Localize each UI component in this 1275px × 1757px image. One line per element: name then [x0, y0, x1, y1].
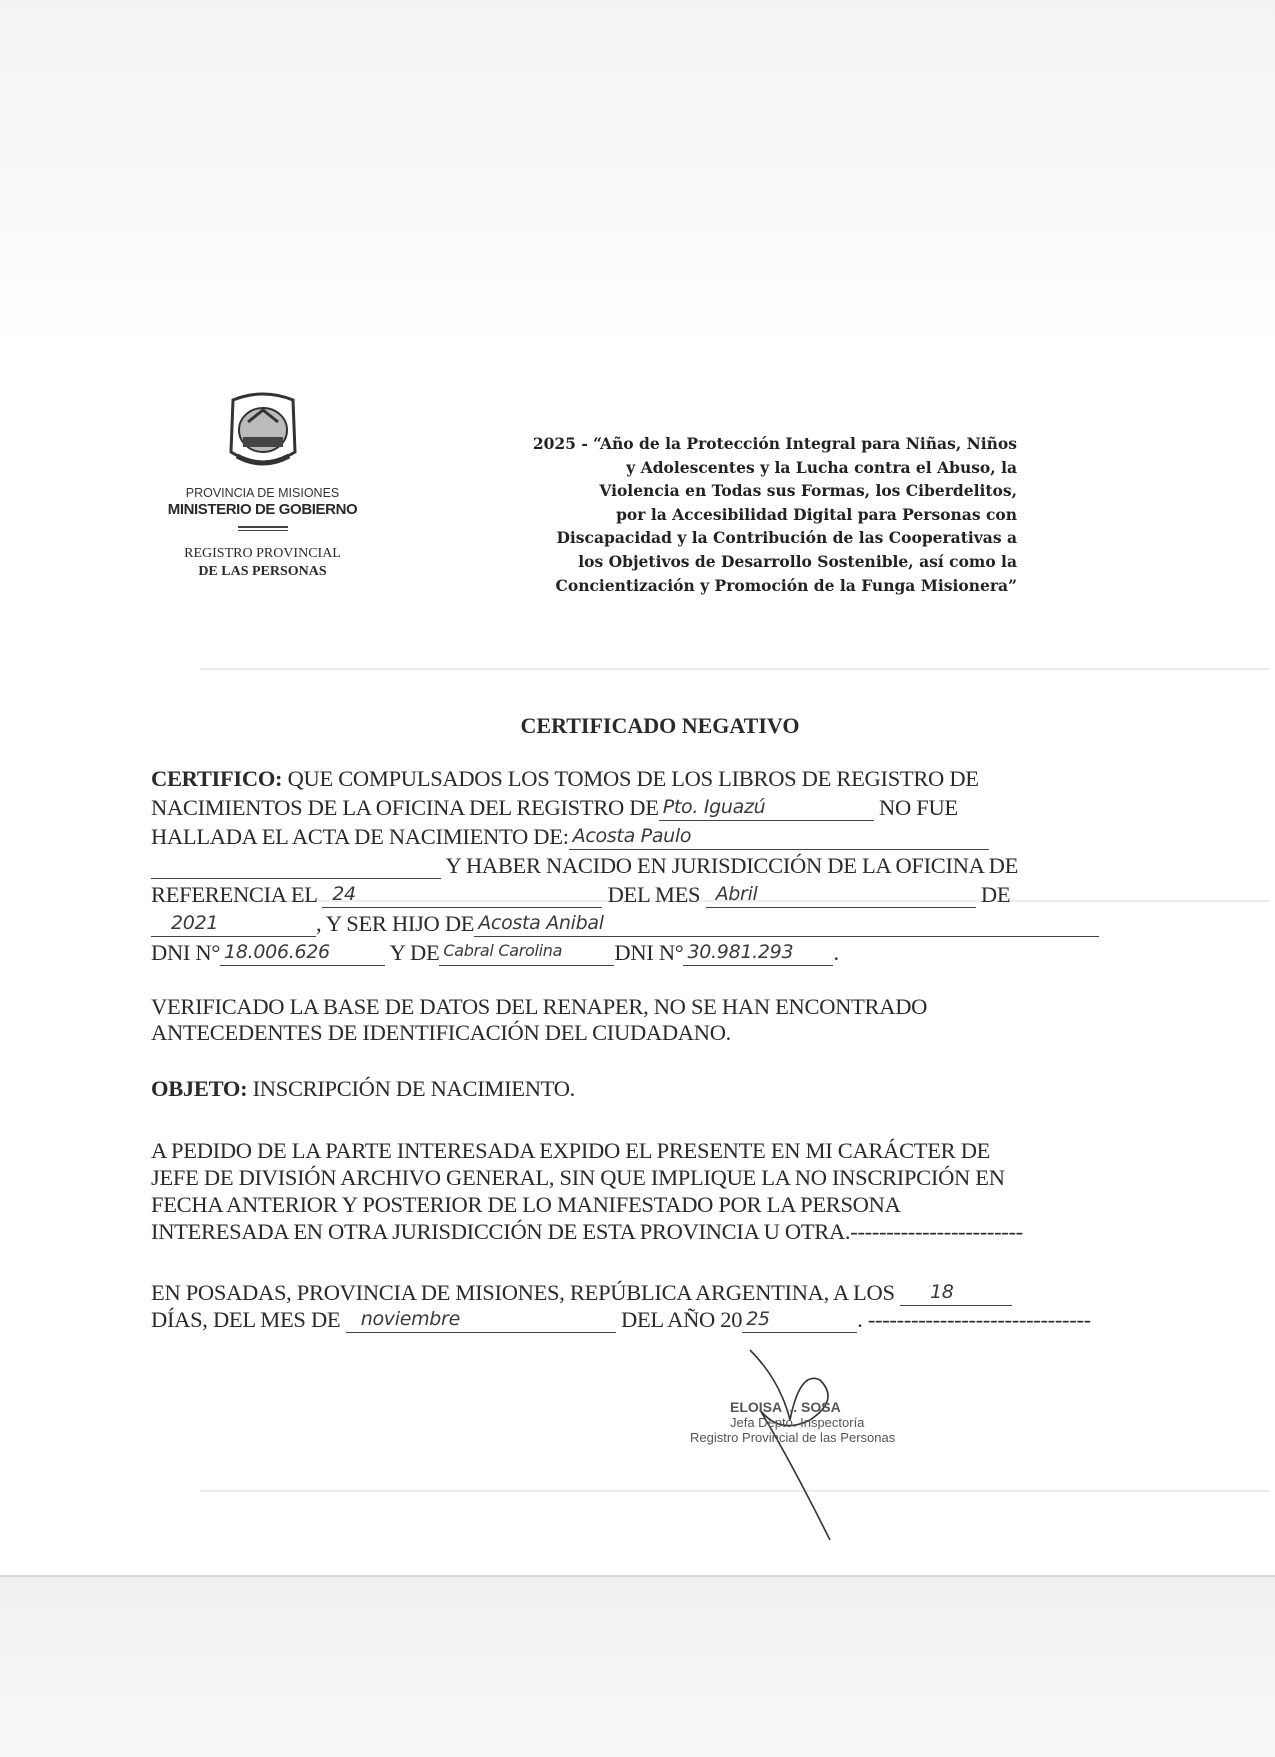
registry-line2: DE LAS PERSONAS: [198, 564, 327, 579]
body-text: DNI N°: [151, 940, 221, 965]
body-line: [151, 911, 1099, 937]
scan-shadow-top: [0, 0, 1275, 350]
body-text: Y DE: [389, 940, 440, 965]
registry-office-field: Pto. Iguazú: [659, 796, 874, 821]
stamp-role: Jefa Depto. Inspectoría: [730, 1415, 865, 1430]
bleed-through-line: [200, 668, 1270, 670]
motto-line: Concientización y Promoción de la Funga Misionera”: [555, 575, 1017, 595]
body-line: JEFE DE DIVISIÓN ARCHIVO GENERAL, SIN QUE IMPLIQUE LA NO INSCRIPCIÓN EN: [151, 1165, 1005, 1190]
registry-line1: REGISTRO PROVINCIAL: [184, 546, 341, 561]
stamp-name: ELOISA ... SOSA: [730, 1399, 841, 1415]
document-title: CERTIFICADO NEGATIVO: [520, 713, 800, 738]
motto-line: y Adolescentes y la Lucha contra el Abuso, la: [626, 457, 1017, 477]
body-text: DEL AÑO 20: [621, 1307, 743, 1332]
body-text: . -------------------------------: [857, 1307, 1091, 1332]
child-name-field: Acosta Paulo: [569, 825, 989, 850]
certifico-label: CERTIFICO:: [151, 766, 283, 791]
motto-line: 2025 - “Año de la Protección Integral para Niñas, Niños: [532, 434, 1017, 453]
mother-name-field: Cabral Carolina: [439, 941, 614, 966]
birth-day-field: 24: [322, 883, 602, 908]
body-text: HALLADA EL ACTA DE NACIMIENTO DE:: [151, 824, 569, 849]
body-text: , Y SER HIJO DE: [316, 911, 475, 936]
body-text: NO FUE: [879, 795, 958, 820]
scan-shadow-bottom: [0, 1575, 1275, 1757]
body-line: [151, 795, 958, 821]
father-dni-field: 18.006.626: [220, 941, 385, 966]
body-text: QUE COMPULSADOS LOS TOMOS DE LOS LIBROS DE REGISTRO DE: [287, 766, 979, 791]
body-line: [151, 766, 979, 792]
body-line: [151, 853, 1018, 879]
motto-line: por la Accesibilidad Digital para Personas con: [616, 504, 1017, 524]
objeto-label: OBJETO:: [151, 1076, 248, 1101]
mother-dni-field: 30.981.293: [683, 941, 833, 966]
header-rule: [238, 526, 288, 531]
body-line: [151, 882, 1010, 908]
body-text: NACIMIENTOS DE LA OFICINA DEL REGISTRO DE: [151, 795, 659, 820]
objeto-line: [151, 1076, 575, 1102]
issue-month-field: noviembre: [346, 1308, 616, 1333]
blank-field: [151, 854, 441, 879]
motto-line: los Objetivos de Desarrollo Sostenible, así como la: [578, 551, 1017, 571]
body-line: [151, 1280, 1012, 1306]
body-line: [151, 824, 989, 850]
body-line: VERIFICADO LA BASE DE DATOS DEL RENAPER, NO SE HAN ENCONTRADO: [151, 994, 928, 1019]
body-line: A PEDIDO DE LA PARTE INTERESADA EXPIDO EL PRESENTE EN MI CARÁCTER DE: [151, 1138, 991, 1163]
body-text: .: [833, 940, 839, 965]
body-line: [151, 940, 839, 966]
body-text: DÍAS, DEL MES DE: [151, 1307, 341, 1332]
org-province: PROVINCIA DE MISIONES: [185, 486, 340, 500]
birth-month-field: Abril: [706, 883, 976, 908]
org-ministry: MINISTERIO DE GOBIERNO: [167, 501, 358, 518]
body-line: INTERESADA EN OTRA JURISDICCIÓN DE ESTA PROVINCIA U OTRA.------------------------: [151, 1219, 1023, 1244]
stamp-office: Registro Provincial de las Personas: [690, 1430, 896, 1445]
body-line: ANTECEDENTES DE IDENTIFICACIÓN DEL CIUDADANO.: [151, 1020, 731, 1045]
body-text: INSCRIPCIÓN DE NACIMIENTO.: [252, 1076, 576, 1101]
father-name-field: Acosta Anibal: [474, 912, 1099, 937]
issue-year-field: 25: [742, 1308, 857, 1333]
body-text: REFERENCIA EL: [151, 882, 317, 907]
year-motto: [377, 432, 1017, 597]
birth-year-field: 2021: [151, 912, 316, 937]
motto-line: Discapacidad y la Contribución de las Cooperativas a: [556, 528, 1017, 548]
motto-line: Violencia en Todas sus Formas, los Ciberdelitos,: [599, 481, 1017, 501]
body-line: FECHA ANTERIOR Y POSTERIOR DE LO MANIFESTADO POR LA PERSONA: [151, 1192, 901, 1217]
province-seal-logo: [213, 392, 313, 472]
issue-day-field: 18: [900, 1281, 1012, 1306]
body-text: Y HABER NACIDO EN JURISDICCIÓN DE LA OFICINA DE: [445, 853, 1019, 878]
body-text: DE: [980, 882, 1011, 907]
body-line: [151, 1307, 1091, 1333]
body-text: DNI N°: [614, 940, 684, 965]
official-stamp: [690, 1400, 895, 1445]
body-text: DEL MES: [607, 882, 701, 907]
body-text: EN POSADAS, PROVINCIA DE MISIONES, REPÚBLICA ARGENTINA, A LOS: [151, 1280, 895, 1305]
